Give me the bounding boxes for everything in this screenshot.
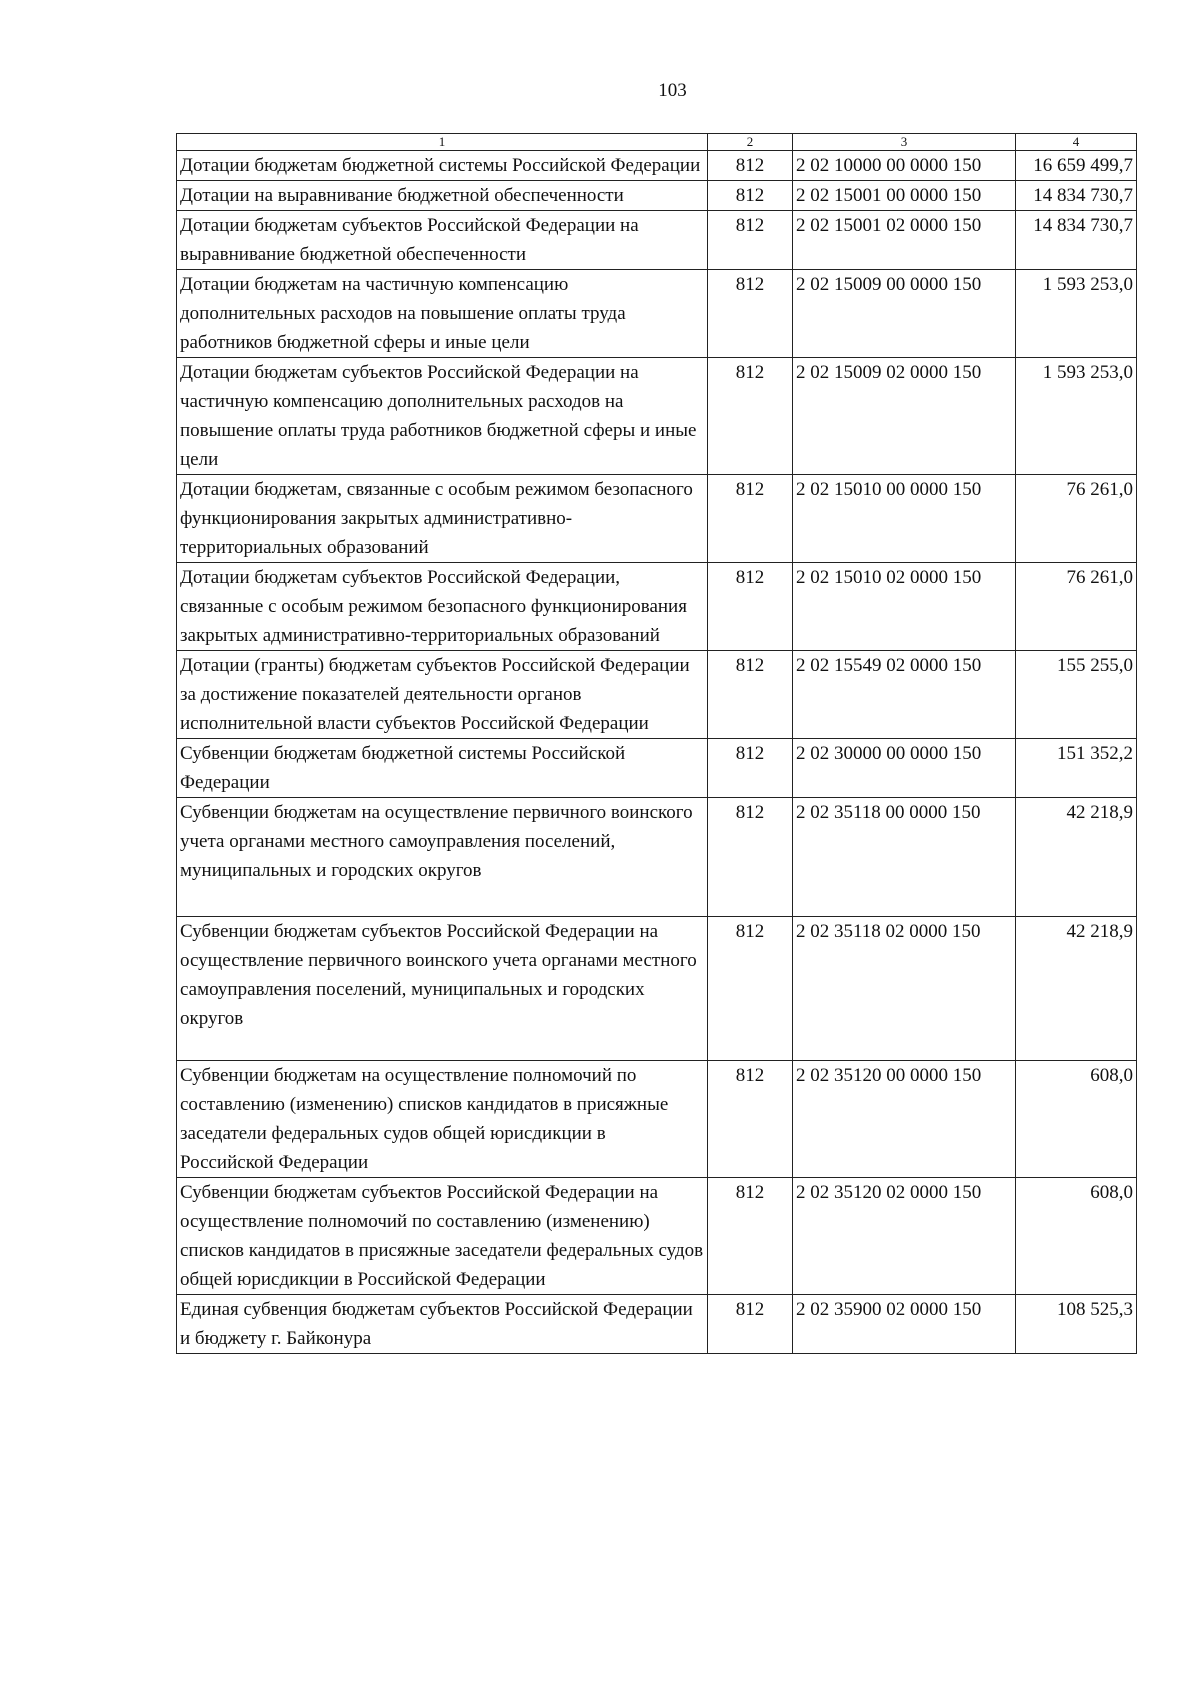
amount: 155 255,0: [1016, 651, 1137, 739]
amount: 108 525,3: [1016, 1295, 1137, 1354]
admin-code: 812: [708, 270, 793, 358]
revenue-name: Дотации бюджетам, связанные с особым режимом безопасного функционирования закрытых административно-территориальных образований: [177, 475, 708, 563]
admin-code: 812: [708, 358, 793, 475]
admin-code: 812: [708, 211, 793, 270]
admin-code: 812: [708, 798, 793, 917]
amount: 1 593 253,0: [1016, 270, 1137, 358]
table-row: [177, 563, 1137, 651]
column-header-3: 3: [793, 134, 1016, 151]
column-header-4: 4: [1016, 134, 1137, 151]
budget-code: 2 02 35120 00 0000 150: [793, 1061, 1016, 1178]
budget-code: 2 02 30000 00 0000 150: [793, 739, 1016, 798]
admin-code: 812: [708, 151, 793, 181]
table-row: [177, 151, 1137, 181]
budget-revenue-table: [176, 133, 1137, 1354]
amount: 14 834 730,7: [1016, 181, 1137, 211]
amount: 14 834 730,7: [1016, 211, 1137, 270]
revenue-name: Единая субвенция бюджетам субъектов Российской Федерации и бюджету г. Байконура: [177, 1295, 708, 1354]
budget-code: 2 02 15009 02 0000 150: [793, 358, 1016, 475]
admin-code: 812: [708, 1295, 793, 1354]
revenue-name: Субвенции бюджетам на осуществление первичного воинского учета органами местного самоуправления поселений, муниципальных и городских округов: [177, 798, 708, 917]
amount: 42 218,9: [1016, 917, 1137, 1061]
table-row: [177, 651, 1137, 739]
revenue-name: Дотации на выравнивание бюджетной обеспеченности: [177, 181, 708, 211]
page-number: 103: [658, 80, 687, 101]
amount: 608,0: [1016, 1178, 1137, 1295]
revenue-name: Дотации бюджетам субъектов Российской Федерации, связанные с особым режимом безопасного функционирования закрытых административно-территориальных образований: [177, 563, 708, 651]
table-row: [177, 211, 1137, 270]
revenue-name: Дотации (гранты) бюджетам субъектов Российской Федерации за достижение показателей деятельности органов исполнительной власти субъектов Российской Федерации: [177, 651, 708, 739]
table-row: [177, 1178, 1137, 1295]
table-row: [177, 358, 1137, 475]
revenue-name: Субвенции бюджетам бюджетной системы Российской Федерации: [177, 739, 708, 798]
amount: 16 659 499,7: [1016, 151, 1137, 181]
column-header-1: 1: [177, 134, 708, 151]
budget-code: 2 02 15001 00 0000 150: [793, 181, 1016, 211]
budget-code: 2 02 15549 02 0000 150: [793, 651, 1016, 739]
amount: 76 261,0: [1016, 563, 1137, 651]
admin-code: 812: [708, 651, 793, 739]
admin-code: 812: [708, 181, 793, 211]
admin-code: 812: [708, 563, 793, 651]
budget-code: 2 02 15009 00 0000 150: [793, 270, 1016, 358]
table-row: [177, 1295, 1137, 1354]
revenue-name: Дотации бюджетам бюджетной системы Российской Федерации: [177, 151, 708, 181]
budget-code: 2 02 35118 02 0000 150: [793, 917, 1016, 1061]
table-row: [177, 475, 1137, 563]
admin-code: 812: [708, 1178, 793, 1295]
admin-code: 812: [708, 917, 793, 1061]
revenue-name: Субвенции бюджетам на осуществление полномочий по составлению (изменению) списков кандидатов в присяжные заседатели федеральных судов общей юрисдикции в Российской Федерации: [177, 1061, 708, 1178]
table-row: [177, 1061, 1137, 1178]
table-row: [177, 181, 1137, 211]
budget-code: 2 02 10000 00 0000 150: [793, 151, 1016, 181]
amount: 76 261,0: [1016, 475, 1137, 563]
budget-code: 2 02 15001 02 0000 150: [793, 211, 1016, 270]
column-header-2: 2: [708, 134, 793, 151]
amount: 608,0: [1016, 1061, 1137, 1178]
budget-code: 2 02 35118 00 0000 150: [793, 798, 1016, 917]
amount: 1 593 253,0: [1016, 358, 1137, 475]
table-row: [177, 739, 1137, 798]
budget-code: 2 02 35900 02 0000 150: [793, 1295, 1016, 1354]
amount: 151 352,2: [1016, 739, 1137, 798]
admin-code: 812: [708, 1061, 793, 1178]
revenue-name: Субвенции бюджетам субъектов Российской Федерации на осуществление первичного воинского учета органами местного самоуправления поселений, муниципальных и городских округов: [177, 917, 708, 1061]
admin-code: 812: [708, 739, 793, 798]
budget-code: 2 02 15010 00 0000 150: [793, 475, 1016, 563]
revenue-name: Субвенции бюджетам субъектов Российской Федерации на осуществление полномочий по составлению (изменению) списков кандидатов в присяжные заседатели федеральных судов общей юрисдикции в Российской Федерации: [177, 1178, 708, 1295]
budget-code: 2 02 35120 02 0000 150: [793, 1178, 1016, 1295]
table-row: [177, 270, 1137, 358]
table-row: [177, 798, 1137, 917]
budget-code: 2 02 15010 02 0000 150: [793, 563, 1016, 651]
amount: 42 218,9: [1016, 798, 1137, 917]
revenue-name: Дотации бюджетам субъектов Российской Федерации на частичную компенсацию дополнительных расходов на повышение оплаты труда работников бюджетной сферы и иные цели: [177, 358, 708, 475]
revenue-name: Дотации бюджетам субъектов Российской Федерации на выравнивание бюджетной обеспеченности: [177, 211, 708, 270]
admin-code: 812: [708, 475, 793, 563]
header-row: [177, 134, 1137, 151]
revenue-name: Дотации бюджетам на частичную компенсацию дополнительных расходов на повышение оплаты труда работников бюджетной сферы и иные цели: [177, 270, 708, 358]
table-row: [177, 917, 1137, 1061]
